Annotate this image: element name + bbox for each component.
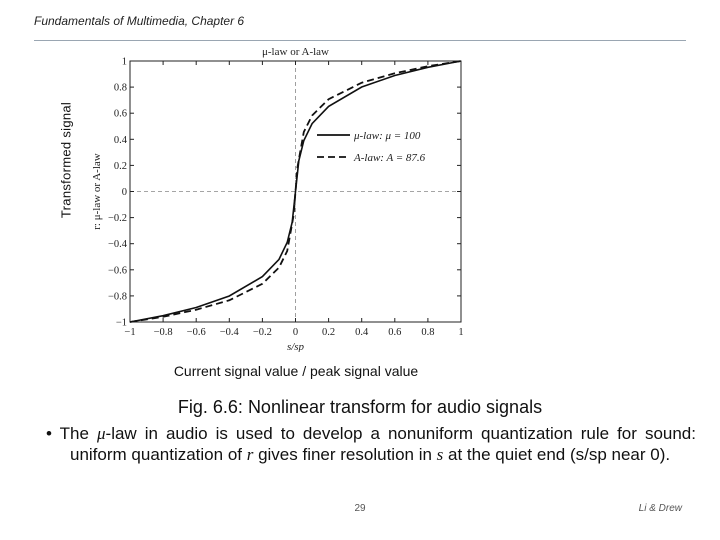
bullet-marker: • [46, 424, 52, 443]
x-tick-label: 0.8 [421, 327, 435, 338]
slide-header: Fundamentals of Multimedia, Chapter 6 [34, 14, 245, 28]
bullet-part-3: gives finer resolution in [253, 445, 437, 464]
x-tick-label: −0.8 [153, 327, 173, 338]
y-tick-label: 0 [121, 187, 127, 198]
bullet-s-symbol: s [436, 445, 444, 464]
x-tick-label: −1 [124, 327, 136, 338]
x-tick-label: 0.6 [388, 327, 402, 338]
y-tick-label: 0.6 [113, 108, 127, 120]
legend-label-2: A-law: A = 87.6 [354, 152, 426, 164]
bullet-r-symbol: r [246, 445, 254, 464]
y-tick-label: −0.4 [107, 239, 127, 251]
chart-svg [80, 42, 480, 352]
bullet-part-4: at the quiet end (s/sp near 0). [443, 445, 671, 464]
outer-y-axis-label: Transformed signal [58, 101, 74, 219]
y-tick-label: 0.4 [113, 134, 127, 146]
outer-x-axis-label: Current signal value / peak signal value [173, 363, 419, 379]
x-tick-label: 1 [458, 327, 464, 338]
x-tick-label: −0.2 [252, 327, 272, 338]
y-tick-label: −0.2 [107, 213, 127, 225]
page-number: 29 [354, 503, 366, 514]
y-axis-label: r: μ-law or A-law [91, 153, 103, 230]
header-divider [34, 40, 686, 41]
bullet-part-1: The [59, 424, 97, 443]
x-tick-label: −0.6 [186, 327, 206, 338]
bullet-part-2: -law in audio is used to develop a nonuniform quantization rule for sound: uniform quantization of [70, 424, 696, 464]
figure-caption: Fig. 6.6: Nonlinear transform for audio signals [177, 397, 543, 417]
bullet-mu-symbol: μ [96, 424, 106, 443]
bullet-text [46, 423, 696, 465]
chart-title: μ-law or A-law [262, 46, 329, 58]
mu-law-chart [80, 42, 480, 352]
y-tick-label: −0.6 [107, 265, 127, 277]
footer-author: Li & Drew [638, 503, 682, 514]
y-tick-label: 1 [121, 56, 127, 68]
y-tick-label: −1 [115, 317, 127, 329]
x-axis-label: s/sp [286, 341, 305, 352]
x-tick-label: 0.4 [355, 327, 369, 338]
y-tick-label: −0.8 [107, 291, 127, 303]
x-tick-label: 0.2 [322, 327, 336, 338]
y-tick-label: 0.2 [113, 160, 127, 172]
legend-label-1: μ-law: μ = 100 [354, 130, 421, 142]
y-tick-label: 0.8 [113, 82, 127, 94]
x-tick-label: 0 [292, 327, 299, 338]
x-tick-label: −0.4 [219, 327, 239, 338]
